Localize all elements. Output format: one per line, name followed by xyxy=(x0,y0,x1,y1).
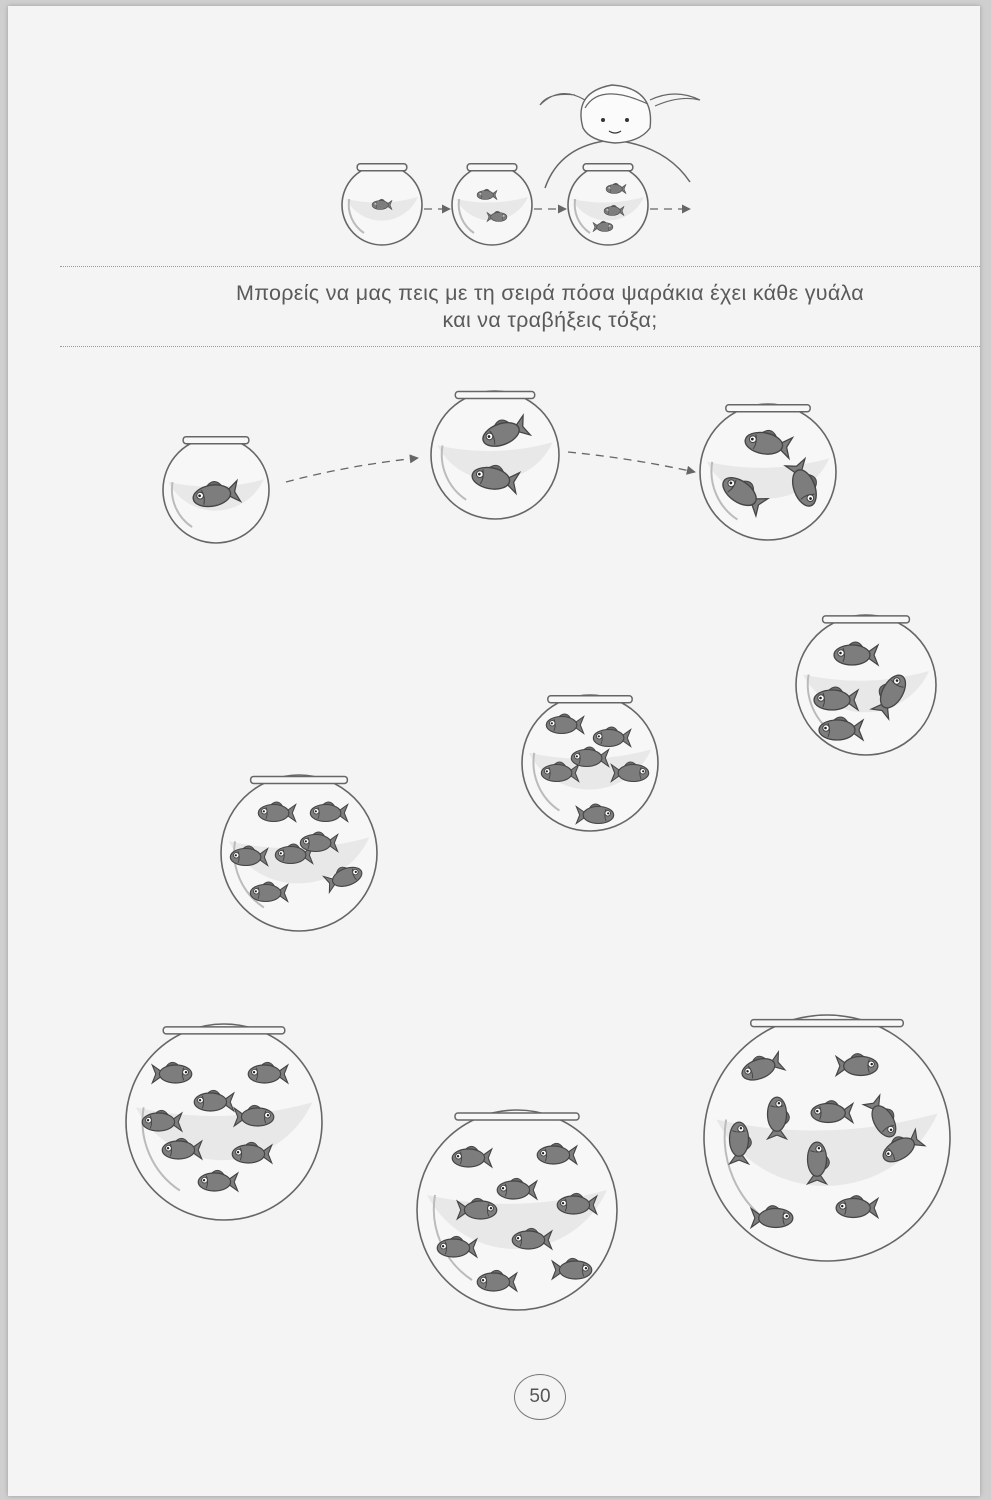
main-arrow-2 xyxy=(568,452,695,472)
example-bowl-2 xyxy=(452,164,532,245)
counting-bowl-5 xyxy=(417,1110,617,1310)
main-bowl-2 xyxy=(431,391,559,519)
counting-bowl-3 xyxy=(221,775,377,931)
main-arrow-1 xyxy=(286,458,418,482)
instruction-line-2: και να τραβήξεις τόξα; xyxy=(442,308,658,332)
main-bowl-1 xyxy=(163,437,269,543)
example-bowl-1 xyxy=(342,164,422,245)
counting-bowl-4 xyxy=(126,1024,322,1220)
counting-bowl-2 xyxy=(522,695,658,831)
dotted-rule-top xyxy=(60,266,980,267)
example-bowl-3 xyxy=(568,164,648,245)
counting-bowl-1 xyxy=(796,615,936,755)
instruction-text xyxy=(120,280,980,334)
main-bowl-3 xyxy=(700,404,836,540)
dotted-rule-bottom xyxy=(60,346,980,347)
counting-bowl-6 xyxy=(704,1015,950,1261)
instruction-line-1: Μπορείς να μας πεις με τη σειρά πόσα ψαράκια έχει κάθε γυάλα xyxy=(235,281,865,305)
page-number: 50 xyxy=(514,1374,566,1420)
